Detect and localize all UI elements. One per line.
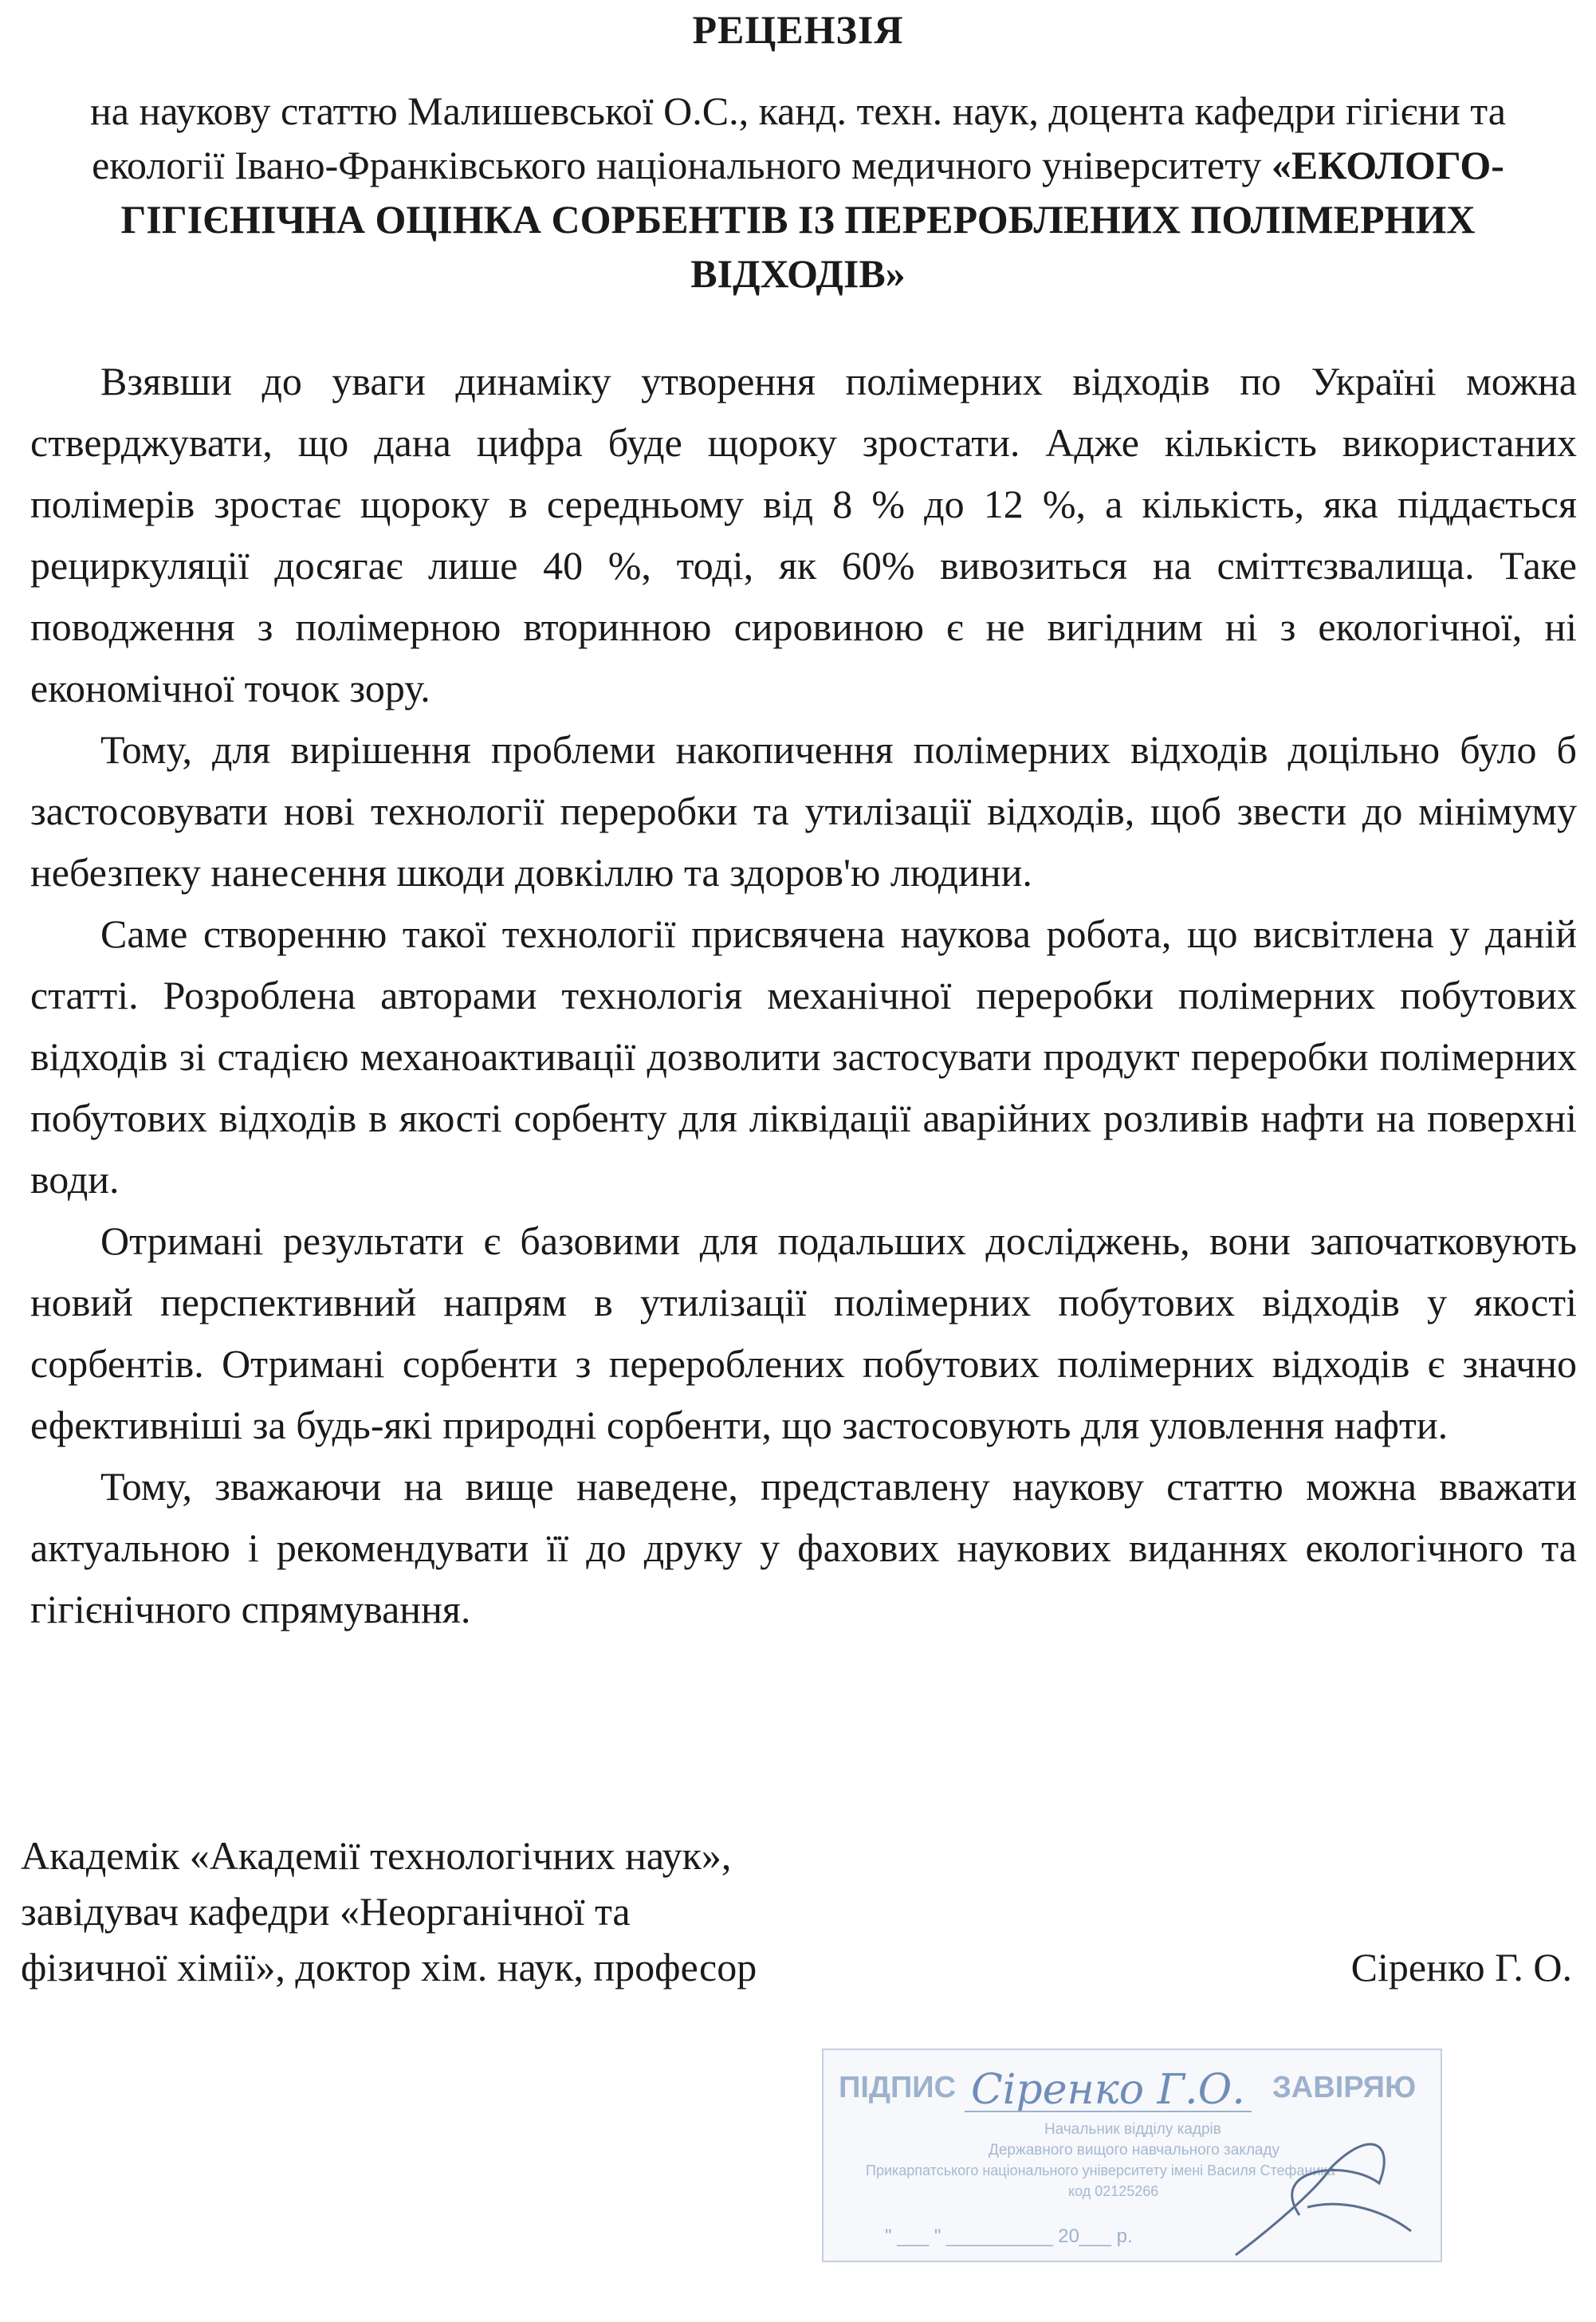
reviewer-credentials [21,1828,757,1995]
paragraph: Тому, зважаючи на вище наведене, представлену наукову статтю можна вважати актуальною і рекомендувати її до друку у фахових наукових виданнях екологічного та гігієнічного спрямування. [30,1464,1577,1631]
stamp-line-3: Прикарпатського національного університету імені Василя Стефаника [866,2163,1335,2178]
credential-line: фізичної хімії», доктор хім. наук, професор [21,1945,757,1989]
credential-line: Академік «Академії технологічних наук», [21,1833,732,1878]
document-subtitle [32,84,1564,301]
stamp-line-2: Державного вищого навчального закладу [989,2142,1280,2159]
paragraph: Взявши до уваги динаміку утворення полімерних відходів по Україні можна стверджувати, що дана цифра буде щороку зростати. Адже кількість використаних полімерів зростає щороку в середньому від 8 % до 12 %, а кількість, яка піддається рециркуляції досягає лише 40 %, тоді, як 60% вивозиться на сміттєзвалища. Таке поводження з полімерною вторинною сировиною є не вигідним ні з екологічної, ні економічної точок зору. [30,359,1577,710]
subtitle-article-title: «ЕКОЛОГО-ГІГІЄНІЧНА ОЦІНКА СОРБЕНТІВ ІЗ ПЕРЕРОБЛЕНИХ ПОЛІМЕРНИХ ВІДХОДІВ» [120,143,1504,296]
stamp-handwritten-name: Сіренко Г.О. [971,2066,1245,2114]
paragraph: Отримані результати є базовими для подальших досліджень, вони започатковують новий перспективний напрям в утилізації полімерних побутових відходів у якості сорбентів. Отримані сорбенти з перероблених побутових полімерних відходів є значно ефективніші за будь-які природні сорбенти, що застосовують для уловлення нафти. [30,1218,1577,1447]
paragraph: Саме створенню такої технології присвячена наукова робота, що висвітлена у даній статті. Розроблена авторами технологія механічної переробки полімерних побутових відходів зі стадією механоактивації дозволити застосувати продукт переробки полімерних побутових відходів в якості сорбенту для ліквідації аварійних розливів нафти на поверхні води. [30,911,1577,1202]
stamp-right-word: ЗАВІРЯЮ [1272,2071,1417,2104]
paragraph: Тому, для вирішення проблеми накопичення полімерних відходів доцільно було б застосовувати нові технології переробки та утилізації відходів, щоб звести до мінімуму небезпеку нанесення шкоди довкіллю та здоров'ю людини. [30,727,1577,895]
stamp-line-4: код 02125266 [1068,2183,1159,2199]
stamp-line-1: Начальник відділу кадрів [1044,2121,1221,2138]
review-body [30,351,1577,1640]
document-title: РЕЦЕНЗІЯ [692,7,904,52]
signer-name: Сіренко Г. О. [1350,1945,1572,1989]
stamp-left-word: ПІДПИС [839,2071,957,2104]
subtitle-plain: на наукову статтю Малишевської О.С., канд. техн. наук, доцента кафедри гігієни та екології Івано-Франківського національного медичного університету [90,89,1506,187]
stamp-date-blank: " ___ " __________ 20___ р. [885,2226,1133,2247]
certification-stamp [821,2048,1443,2263]
credential-line: завідувач кафедри «Неорганічної та [21,1889,631,1934]
